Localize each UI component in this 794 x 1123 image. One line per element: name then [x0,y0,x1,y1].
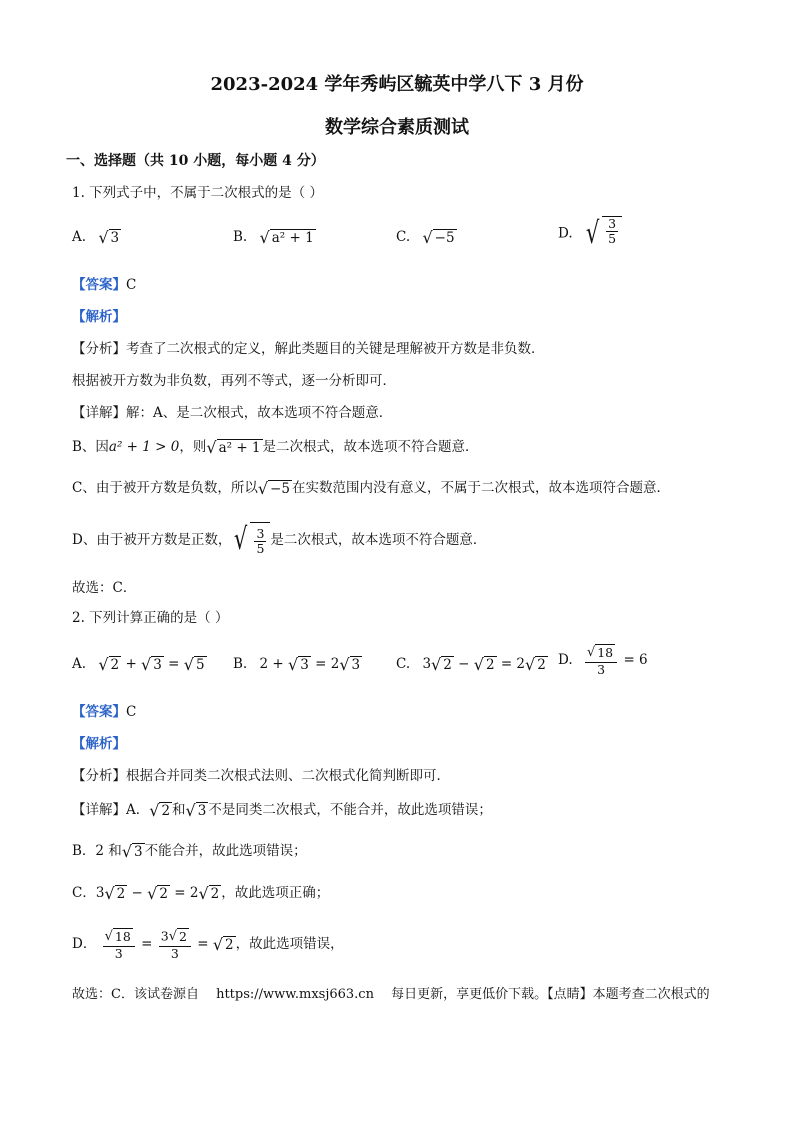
q2-option-b [233,655,362,674]
q1-choose: 故选：C． [72,580,137,596]
denominator: 3 [170,946,179,961]
radicand: 2 [537,656,546,673]
q1-fenxi [72,340,545,358]
operator: + [125,656,137,672]
radical-expr: √ 2 [149,800,171,820]
radicand: 2 [159,885,168,902]
q2-answer [72,703,136,721]
xiangjie-tag: 【详解】 [72,405,126,421]
answer-tag: 【答案】 [72,277,126,293]
fenxi-tag: 【分析】 [72,341,126,357]
numerator: 3 [608,216,617,231]
radicand: 2 [110,656,120,673]
q1-analysis-tag [72,308,126,326]
radicand: 18 [597,645,614,660]
text: B．2 和 [72,843,122,859]
radical-expr: √ −5 [422,227,455,247]
option-label: A. [72,656,87,672]
fraction [254,527,266,556]
radicand: a² + 1 [271,229,314,246]
text: 是二次根式，故本选项不符合题意． [262,439,479,455]
q2-option-a [72,655,207,674]
coefficient: 3 [160,928,169,944]
text: 在实数范围内没有意义，不属于二次根式，故本选项符合题意． [291,480,670,496]
text: 和 [172,802,186,818]
fenxi-text: 根据合并同类二次根式法则、二次根式化简判断即可． [126,768,450,784]
analysis-tag: 【解析】 [72,736,126,752]
radical-expr: √ 2 [104,883,126,903]
denominator: 3 [114,946,123,961]
denominator: 3 [597,662,606,677]
numerator: 3 [256,526,265,541]
radical-expr: √ a² + 1 [259,227,314,247]
text: B、因 [72,439,109,455]
radicand: 3 [153,656,162,673]
operator: − [458,656,470,672]
radical-expr: √ 2 [212,934,234,954]
radicand: 5 [195,656,205,673]
text: = 2 [174,885,199,901]
text: A． [126,802,150,818]
text: = 6 [623,652,648,668]
q1-xiangjie [72,404,392,422]
radical-expr: √ 3 [339,654,361,674]
radical-expr: √ 3 [288,654,309,674]
document-subtitle: 数学综合素质测试 [325,117,469,138]
numerator: √ 18 [585,644,617,663]
text: ，故此选项错误， [235,936,344,952]
radicand: a² + 1 [218,439,261,456]
radical-fraction: √ $\frac{3}{5}$ [583,216,622,252]
q2-detail-a [72,801,492,820]
q1-detail-d [72,522,486,559]
text: = 2 [315,656,340,672]
radicand: 3 [110,229,120,246]
q1-option-c [396,228,457,247]
operator: = [197,936,209,952]
q1-option-d [558,216,622,252]
operator: = [141,936,153,952]
fenxi-text: 考查了二次根式的定义，解此类题目的关键是理解被开方数是非负数． [126,341,545,357]
fraction [606,217,618,246]
q1-answer [72,276,136,294]
text: 不能合并，故此选项错误； [144,843,307,859]
text: C． [72,885,96,901]
radicand: 3 [134,843,143,860]
q1-option-b [233,228,316,247]
operator: − [131,885,143,901]
question-1-stem: 1. 下列式子中，不属于二次根式的是（ ） [72,185,323,201]
q1-detail-b [72,438,479,457]
radical-expr: √ 3 [121,841,143,861]
radical-expr: √ −5 [257,478,290,498]
option-label: D. [558,225,573,242]
text: 是二次根式，故本选项不符合题意． [270,532,487,548]
radical-expr: √ 2 [525,654,546,674]
radical-expr: √ 2 [147,883,168,903]
option-label: B. [233,656,248,672]
question-2-stem: 2. 下列计算正确的是（ ） [72,610,229,626]
q2-detail-d [72,926,344,962]
text: ，故此选项正确； [221,885,330,901]
coefficient: 3 [95,885,105,901]
document-title: 2023-2024 学年秀屿区毓英中学八下 3 月份 [210,74,584,95]
radical-expr: √ a² + 1 [206,437,261,457]
radical-expr: √ 3 [98,227,120,247]
radical-expr: √ 2 [431,654,452,674]
text: D、由于被开方数是正数， [72,532,232,548]
option-label: C. [396,229,411,245]
text: D． [72,936,97,952]
radicand: 2 [178,929,187,944]
text: 不是同类二次根式，不能合并，故此选项错误； [208,802,492,818]
fraction [103,928,135,961]
fraction [159,928,191,961]
q2-fenxi [72,767,450,785]
answer-value: C [126,277,137,293]
text: 2 + [259,656,284,672]
answer-tag: 【答案】 [72,704,126,720]
analysis-tag: 【解析】 [72,309,126,325]
radicand: 3 [300,656,309,673]
q2-detail-b [72,842,307,861]
radicand: 2 [443,656,452,673]
numerator: √ 18 [103,928,135,947]
radical-fraction: √ $\frac{3}{5}$ [231,522,270,559]
radicand: 2 [161,802,171,819]
text: C、由于被开方数是负数，所以 [72,480,258,496]
radicand: −5 [434,229,455,246]
fenxi-tag: 【分析】 [72,768,126,784]
q1-detail-c [72,479,670,498]
radicand: −5 [270,480,290,497]
radical-expr: √ 3 [141,654,162,674]
q1-option-a [72,228,121,247]
radical-expr: √ 3 [185,800,207,820]
q2-option-d [558,644,648,677]
radicand: 2 [116,885,126,902]
radicand: 3 [351,656,361,673]
section-heading: 一、选择题（共 10 小题，每小题 4 分） [66,153,325,169]
q2-final-line: 故选：C．该试卷源自 https://www.mxsj663.cn 每日更新，享更低价下载。【点睛】本题考查二次根式的 [72,987,710,1002]
q1-line2: 根据被开方数为非负数，再列不等式，逐一分析即可． [72,373,396,389]
option-label: B. [233,229,248,245]
q2-analysis-tag [72,735,126,753]
operator: = [168,656,180,672]
numerator: 3 √ 2 [159,928,191,947]
text: ，则 [179,439,207,455]
radicand: 2 [210,885,220,902]
denominator: 5 [608,231,617,246]
option-label: D. [558,652,573,668]
text: = 2 [500,656,526,672]
q2-detail-c [72,884,329,903]
q2-option-c [396,655,548,674]
radical-expr: √ 5 [183,654,205,674]
radical-expr: √ 2 [98,654,120,674]
radicand: 2 [485,656,495,673]
radical-expr: √ 2 [198,883,220,903]
xiangjie-tag: 【详解】 [72,802,126,818]
denominator: 5 [256,541,265,556]
radical-expr: √ 2 [473,654,495,674]
answer-value: C [126,704,137,720]
option-label: C. [396,656,411,672]
radicand: 2 [225,936,234,953]
radicand: 3 [197,802,207,819]
radicand: 18 [114,929,131,944]
text: 3 [422,656,432,672]
xiangjie-text: 解：A、是二次根式，故本选项不符合题意． [126,405,393,421]
option-label: A. [72,229,87,245]
fraction [585,644,617,677]
inequality: a² + 1 > 0 [108,439,180,455]
